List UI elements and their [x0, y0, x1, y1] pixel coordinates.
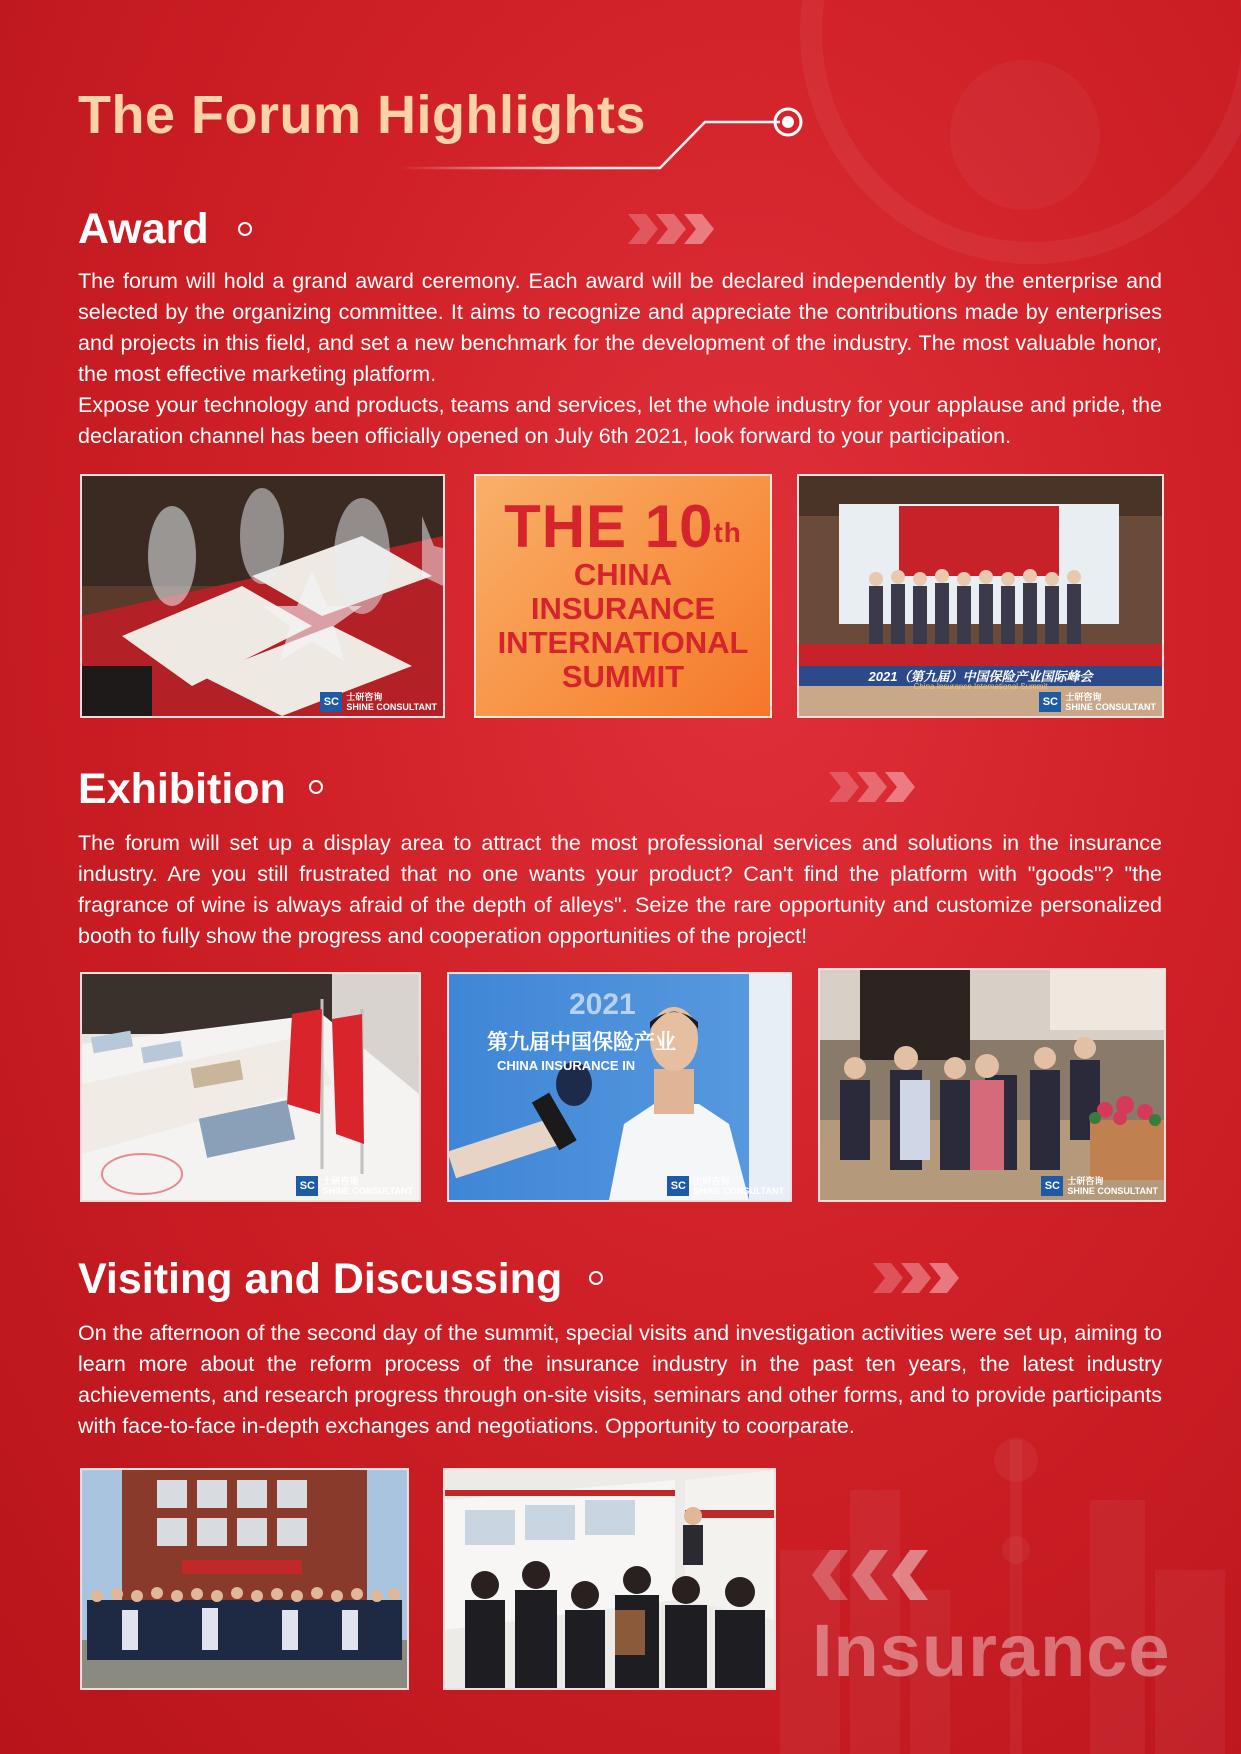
watermark-en: SHINE CONSULTANT — [346, 702, 437, 712]
watermark-badge: SC — [1039, 692, 1061, 712]
poster-edition: THE 10th — [504, 493, 742, 560]
interview-backdrop-en: CHINA INSURANCE IN — [497, 1058, 636, 1073]
watermark-logo — [1041, 1176, 1158, 1196]
poster-line-summit: SUMMIT — [561, 659, 685, 694]
watermark-cn: 士研咨询 — [693, 1176, 730, 1186]
award-description — [78, 266, 1162, 452]
visiting-group-photo — [80, 1468, 409, 1690]
interview-backdrop-cn: 第九届中国保险产业 — [487, 1031, 676, 1054]
exhibition-interview-photo — [447, 972, 792, 1202]
page-title: The Forum Highlights — [78, 85, 646, 145]
visiting-heading-line-icon — [587, 1263, 967, 1293]
poster-line-china: CHINA — [573, 557, 673, 592]
watermark-badge: SC — [320, 692, 342, 712]
watermark-logo — [1039, 692, 1156, 712]
watermark-cn: 士研咨询 — [322, 1176, 359, 1186]
watermark-en: SHINE CONSULTANT — [1067, 1186, 1158, 1196]
exhibition-booth-photo — [80, 972, 421, 1202]
watermark-badge: SC — [1041, 1176, 1063, 1196]
award-paragraph-2: Expose your technology and products, teams and services, let the whole industry for your applause and pride, the declaration channel has been officially opened on July 6th 2021, look forward to your participation. — [78, 393, 1162, 448]
watermark-badge: SC — [296, 1176, 318, 1196]
watermark-logo — [296, 1176, 413, 1196]
insurance-arrows-icon — [812, 1550, 942, 1600]
exhibition-paragraph: The forum will set up a display area to attract the most professional services and solutions in the insurance industry. Are you still frustrated that no one wants your product? Can't find the platform with "goods"? "the fragrance of wine is always afraid of the depth of alleys". Seize the rare opportunity and customize personalized booth to fully show the progress and cooperation opportunities of the project! — [78, 831, 1162, 948]
award-heading: Award — [78, 205, 209, 253]
poster-line-international: INTERNATIONAL — [497, 625, 749, 660]
title-connector-icon — [400, 100, 820, 180]
watermark-logo — [667, 1176, 784, 1196]
visiting-paragraph: On the afternoon of the second day of the summit, special visits and investigation activities were set up, aiming to learn more about the reform process of the insurance industry in the past ten years, the latest industry achievements, and research progress through on-site visits, seminars and other forms, and to provide participants with face-to-face in-depth exchanges and negotiations. Opportunity to coorparate. — [78, 1321, 1162, 1438]
insurance-decorative-word: Insurance — [812, 1609, 1171, 1692]
watermark-cn: 士研咨询 — [346, 692, 383, 702]
watermark-cn: 士研咨询 — [1067, 1176, 1104, 1186]
watermark-en: SHINE CONSULTANT — [1065, 702, 1156, 712]
exhibition-description — [78, 828, 1162, 952]
interview-backdrop-year: 2021 — [569, 988, 636, 1021]
exhibition-heading-line-icon — [307, 772, 927, 802]
watermark-logo — [320, 692, 437, 712]
decorative-circle — [950, 60, 1100, 210]
watermark-badge: SC — [667, 1176, 689, 1196]
award-paragraph-1: The forum will hold a grand award ceremony. Each award will be declared independently by the enterprise and selected by the organizing committee. It aims to recognize and appreciate the contributions made by enterprises and projects in this field, and set a new benchmark for the development of the industry. The most valuable honor, the most effective marketing platform. — [78, 269, 1162, 386]
award-trophies-photo — [80, 474, 445, 718]
award-heading-line-icon — [236, 214, 726, 244]
exhibition-heading: Exhibition — [78, 765, 286, 813]
watermark-en: SHINE CONSULTANT — [322, 1186, 413, 1196]
exhibition-crowd-photo — [818, 968, 1166, 1202]
visiting-heading: Visiting and Discussing — [78, 1255, 563, 1303]
ceremony-banner-text: 2021（第九届）中国保险产业国际峰会 — [868, 669, 1093, 684]
award-ceremony-photo — [797, 474, 1164, 718]
watermark-cn: 士研咨询 — [1065, 692, 1102, 702]
poster-line-insurance: INSURANCE — [530, 591, 716, 626]
summit-poster — [474, 474, 772, 718]
watermark-en: SHINE CONSULTANT — [693, 1186, 784, 1196]
ceremony-banner-subtext: China Insurance International Summit — [913, 682, 1048, 691]
visiting-tour-photo — [443, 1468, 776, 1690]
